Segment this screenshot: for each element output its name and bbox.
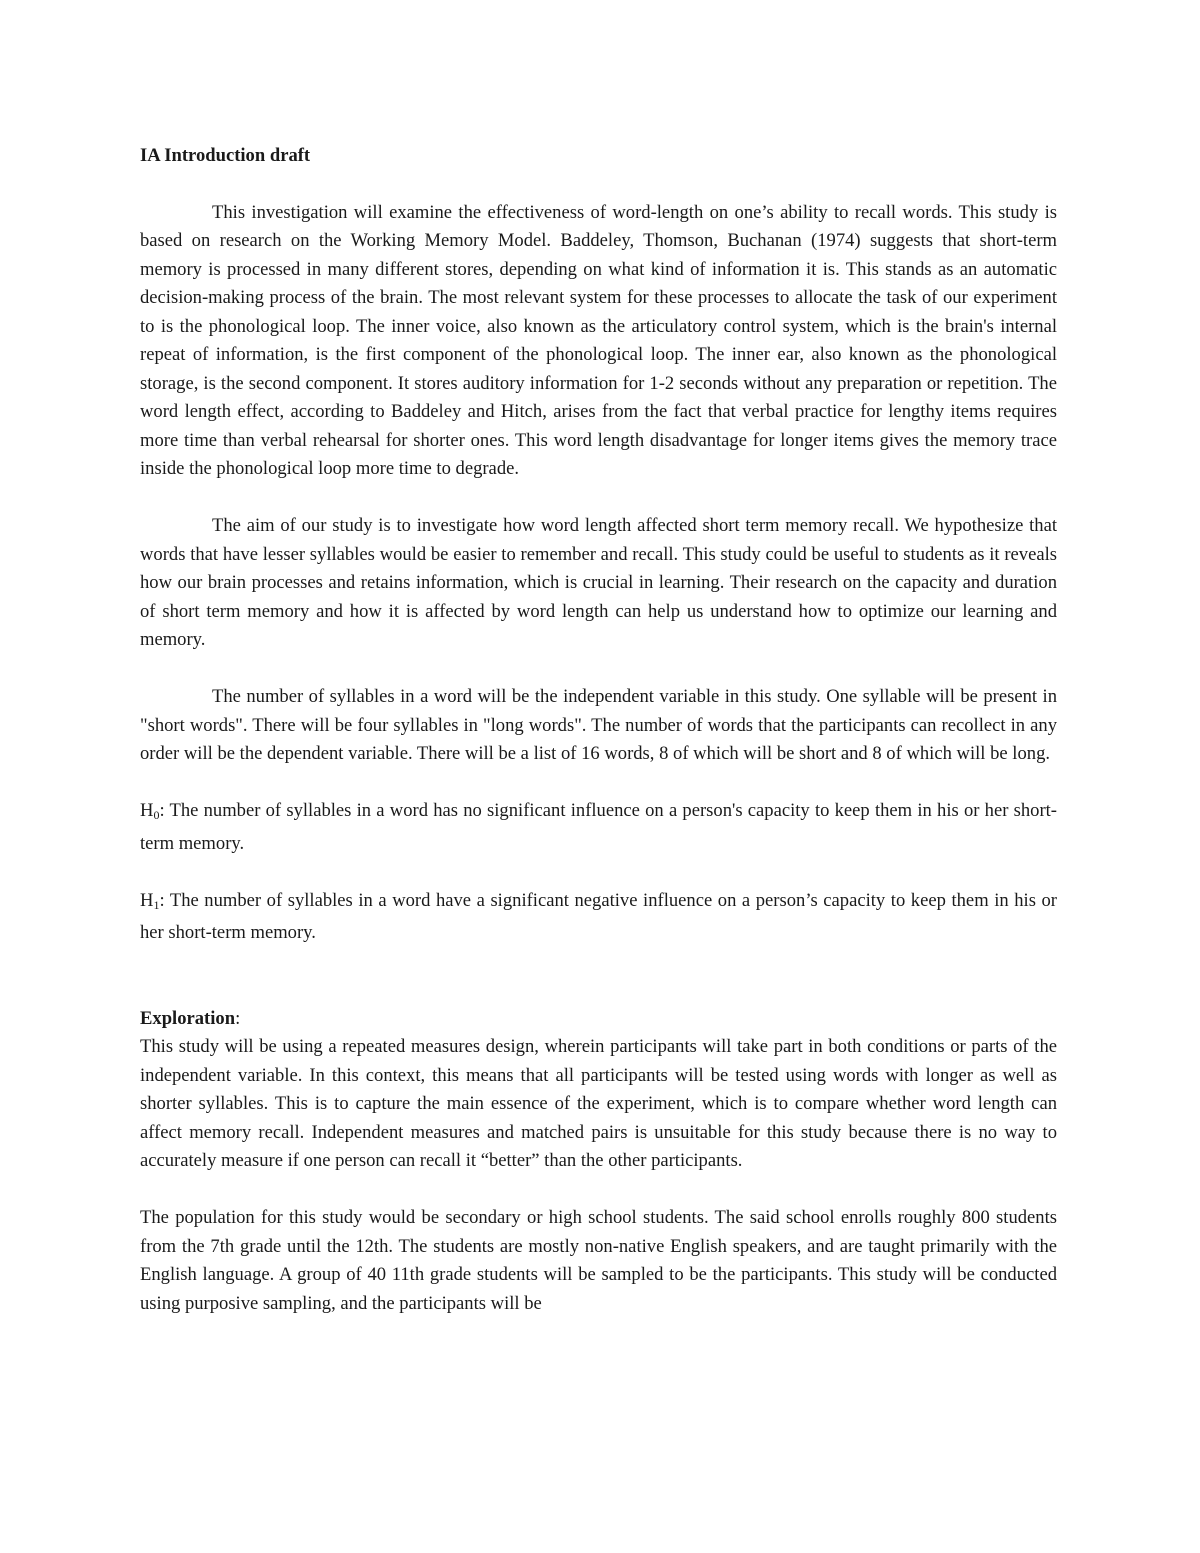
hypothesis-text: : The number of syllables in a word have a significant negative influence on a person’s capacity to keep them in his or her short-term memory. — [140, 889, 1057, 943]
alternative-hypothesis — [140, 887, 1057, 948]
document-title: IA Introduction draft — [140, 145, 311, 166]
hypothesis-subscript: 1 — [153, 897, 160, 912]
hypothesis-subscript: 0 — [153, 808, 160, 822]
exploration-paragraph-1: This study will be using a repeated measures design, wherein participants will take part in both conditions or parts of the independent variable. In this context, this means that all participants will be tested using words with longer as well as shorter syllables. This is to capture the main essence of the experiment, which is to compare whether word length can affect memory recall. Independent measures and matched pairs is unsuitable for this study because there is no way to accurately measure if one person can recall it “better” than the other participants. — [140, 1036, 1057, 1171]
exploration-heading-colon: : — [235, 1007, 241, 1029]
hypothesis-label: H — [140, 800, 154, 821]
intro-paragraph-3: The number of syllables in a word will be the independent variable in this study. One syllable will be present in "short words". There will be four syllables in "long words". The number of words that the participants can recollect in any order will be the dependent variable. There will be a list of 16 words, 8 of which will be short and 8 of which will be long. — [140, 686, 1057, 764]
exploration-paragraph-2: The population for this study would be secondary or high school students. The said school enrolls roughly 800 students from the 7th grade until the 12th. The students are mostly non-native English speakers, and are taught primarily with the English language. A group of 40 11th grade students will be sampled to be the participants. This study will be conducted using purposive sampling, and the participants will be — [140, 1207, 1057, 1314]
section-spacer — [140, 976, 1057, 1005]
intro-paragraph-1: This investigation will examine the effectiveness of word-length on one’s ability to recall words. This study is based on research on the Working Memory Model. Baddeley, Thomson, Buchanan (1974) suggests that short-term memory is processed in many different stores, depending on what kind of information it is. This stands as an automatic decision-making process of the brain. The most relevant system for these processes to allocate the task of our experiment to is the phonological loop. The inner voice, also known as the articulatory control system, which is the brain's internal repeat of information, is the first component of the phonological loop. The inner ear, also known as the phonological storage, is the second component. It stores auditory information for 1-2 seconds without any preparation or repetition. The word length effect, according to Baddeley and Hitch, arises from the fact that verbal practice for lengthy items requires more time than verbal rehearsal for shorter ones. This word length disadvantage for longer items gives the memory trace inside the phonological loop more time to degrade. — [140, 201, 1057, 479]
hypothesis-label: H — [140, 889, 154, 911]
exploration-heading-text: Exploration — [140, 1007, 236, 1029]
intro-paragraph-2: The aim of our study is to investigate how word length affected short term memory recall. We hypothesize that words that have lesser syllables would be easier to remember and recall. This study could be useful to students as it reveals how our brain processes and retains information, which is crucial in learning. Their research on the capacity and duration of short term memory and how it is affected by word length can help us understand how to optimize our learning and memory. — [140, 515, 1057, 650]
null-hypothesis — [140, 797, 1057, 858]
exploration-heading — [140, 1005, 1057, 1034]
hypothesis-text: : The number of syllables in a word has no significant influence on a person's capacity to keep them in his or her short-term memory. — [140, 800, 1057, 854]
document-page — [140, 142, 1057, 1318]
